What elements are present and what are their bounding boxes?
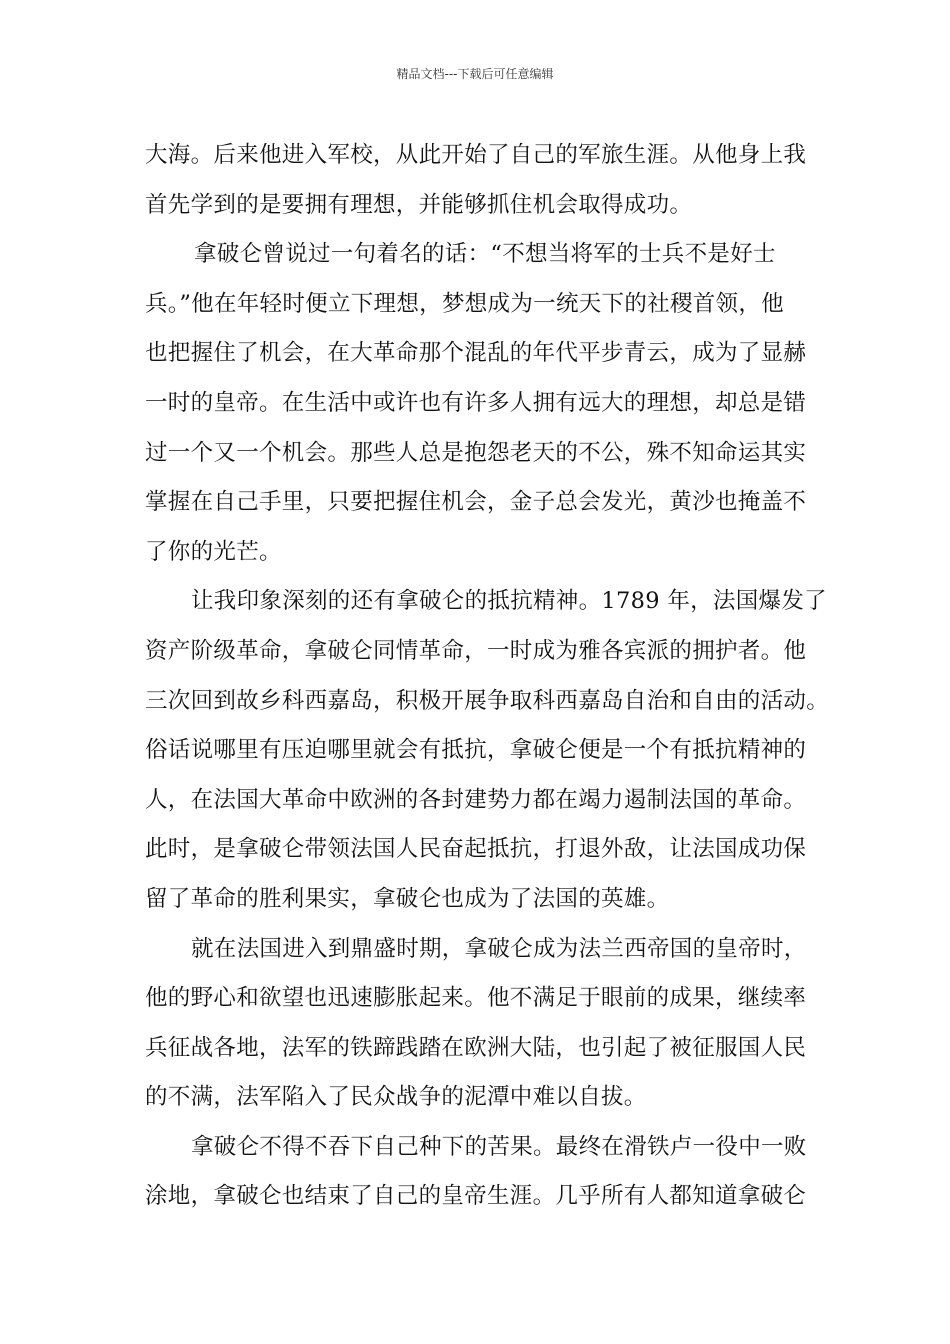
document-body: [145, 131, 830, 1222]
text-line: 兵征战各地，法军的铁蹄践踏在欧洲大陆，也引起了被征服国人民: [145, 1034, 807, 1061]
text-line: 涂地，拿破仑也结束了自己的皇帝生涯。几乎所有人都知道拿破仑: [145, 1183, 807, 1210]
text-line: 的不满，法军陷入了民众战争的泥潭中难以自拔。: [145, 1084, 647, 1111]
text-line: 他的野心和欲望也迅速膨胀起来。他不满足于眼前的成果，继续率: [145, 985, 807, 1012]
paragraph-start-line: 拿破仑曾说过一句着名的话：“不想当将军的士兵不是好士: [194, 241, 776, 268]
text-line: 兵。”他在年轻时便立下理想，梦想成为一统天下的社稷首领，他: [145, 290, 784, 317]
text-line: 过一个又一个机会。那些人总是抱怨老天的不公，殊不知命运其实: [145, 439, 807, 466]
text-line: 一时的皇帝。在生活中或许也有许多人拥有远大的理想，却总是错: [145, 389, 807, 416]
text-line: 也把握住了机会，在大革命那个混乱的年代平步青云，成为了显赫: [145, 340, 807, 367]
text-line: 首先学到的是要拥有理想，并能够抓住机会取得成功。: [145, 191, 693, 218]
text-line: 掌握在自己手里，只要把握住机会，金子总会发光，黄沙也掩盖不: [145, 489, 807, 516]
text-line: 了你的光芒。: [145, 538, 282, 565]
page-header: 精品文档---下载后可任意编辑: [396, 67, 554, 81]
paragraph-start-line: 拿破仑不得不吞下自己种下的苦果。最终在滑铁卢一役中一败: [191, 1133, 807, 1160]
paragraph-start-line: 就在法国进入到鼎盛时期，拿破仑成为法兰西帝国的皇帝时，: [191, 935, 807, 962]
text-line: 三次回到故乡科西嘉岛，积极开展争取科西嘉岛自治和自由的活动。: [145, 687, 830, 714]
text-line: 俗话说哪里有压迫哪里就会有抵抗，拿破仑便是一个有抵抗精神的: [145, 737, 807, 764]
text-line: 此时，是拿破仑带领法国人民奋起抵抗，打退外敌，让法国成功保: [145, 836, 807, 863]
text-line: 资产阶级革命，拿破仑同情革命，一时成为雅各宾派的拥护者。他: [145, 637, 807, 664]
text-line: 留了革命的胜利果实，拿破仑也成为了法国的英雄。: [145, 885, 670, 912]
paragraph-start-line: 让我印象深刻的还有拿破仑的抵抗精神。1789 年，法国爆发了: [191, 588, 827, 615]
text-line: 大海。后来他进入军校，从此开始了自己的军旅生涯。从他身上我: [145, 142, 807, 168]
text-line: 人，在法国大革命中欧洲的各封建势力都在竭力遏制法国的革命。: [145, 786, 807, 813]
